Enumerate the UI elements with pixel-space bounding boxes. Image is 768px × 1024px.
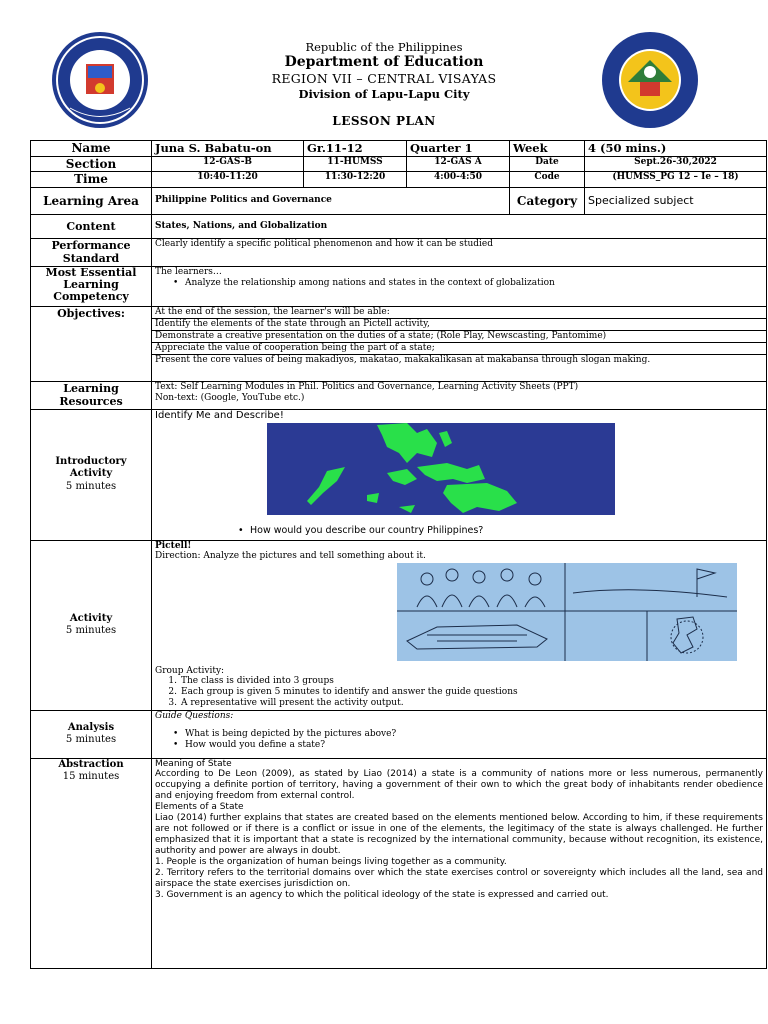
abstraction-time: 15 minutes	[62, 770, 120, 782]
analysis-label-cell	[31, 710, 152, 758]
learning-area-label: Learning Area	[31, 187, 152, 214]
intro-time: 5 minutes	[65, 480, 117, 492]
abstraction-heading-elements: Elements of a State	[155, 802, 244, 813]
learning-area-value: Philippine Politics and Governance	[152, 187, 510, 214]
abstraction-meaning-paragraph: According to De Leon (2009), as stated by Liao (2014) a state is a community of nations more or less numerous, permanently occupying a definite portion of territory, having a government of their own to which the great body of inhabitants render obedience and enjoying freedom from external control.	[155, 769, 763, 802]
abstraction-element-government: 3. Government is an agency to which the political ideology of the state is expressed and carried out.	[155, 890, 609, 901]
header-department: Department of Education	[284, 54, 484, 70]
lesson-plan-table	[30, 140, 767, 969]
code-label: Code	[510, 172, 585, 188]
content-label: Content	[31, 214, 152, 238]
analysis-cell	[152, 710, 767, 758]
code-value: (HUMSS_PG 12 – Ie – 18)	[585, 172, 767, 188]
guide-question-2: • How would you define a state?	[155, 740, 763, 751]
objectives-cell	[152, 306, 767, 381]
time-2: 11:30-12:20	[304, 172, 407, 188]
objective-1: Identify the elements of the state through an Pictell activity,	[152, 318, 766, 330]
lapu-lapu-division-seal-logo	[600, 30, 700, 130]
pictell-sketch-images	[397, 563, 737, 661]
intro-question: • How would you describe our country Philippines?	[220, 525, 483, 537]
category-value: Specialized subject	[585, 187, 767, 214]
intro-label: Introductory Activity	[55, 456, 127, 480]
time-label: Time	[31, 172, 152, 188]
abstraction-elements-paragraph: Liao (2014) further explains that states are created based on the elements mentioned below. According to him, if these requirements are not followed or if there is a conflict or issue in one of the elements, the legitimacy of the state is always challenged. He further emphasized that it is important that a state is recognized by the international community, because without recognition, its existence, authority and power are always in doubt.	[155, 813, 763, 857]
objective-intro: At the end of the session, the learner's will be able:	[155, 306, 390, 317]
activity-direction: Direction: Analyze the pictures and tell something about it.	[155, 551, 426, 562]
analysis-time: 5 minutes	[65, 734, 117, 745]
header-region: REGION VII – CENTRAL VISAYAS	[271, 71, 497, 86]
resource-nontext: Non-text: (Google, YouTube etc.)	[155, 392, 305, 403]
activity-title: Pictell!	[155, 540, 192, 551]
guide-questions-title: Guide Questions:	[155, 710, 234, 721]
intro-label-cell	[31, 409, 152, 540]
activity-label: Activity	[69, 612, 113, 624]
abstraction-element-people: 1. People is the organization of human beings living together as a community.	[155, 857, 507, 868]
activity-time: 5 minutes	[65, 625, 117, 636]
quarter: Quarter 1	[407, 141, 510, 157]
abstraction-heading-meaning: Meaning of State	[155, 758, 232, 769]
group-activity-title: Group Activity:	[155, 665, 225, 676]
teacher-name: Juna S. Babatu-on	[152, 141, 304, 157]
section-label: Section	[31, 156, 152, 172]
guide-question-1: • What is being depicted by the pictures above?	[155, 729, 763, 740]
section-1: 12-GAS-B	[152, 156, 304, 172]
header-division: Division of Lapu-Lapu City	[298, 87, 470, 101]
time-3: 4:00-4:50	[407, 172, 510, 188]
objective-4: Present the core values of being makadiyos, makatao, makakalikasan at makabansa through slogan making.	[152, 354, 766, 366]
category-label: Category	[510, 187, 585, 214]
abstraction-cell	[152, 758, 767, 968]
activity-label-cell	[31, 540, 152, 710]
lesson-plan-title: LESSON PLAN	[332, 114, 436, 128]
melc-cell	[152, 266, 767, 306]
objective-3: Appreciate the value of cooperation being the part of a state;	[152, 342, 766, 354]
deped-seal-logo	[50, 30, 150, 130]
objectives-label: Objectives:	[31, 306, 152, 381]
learning-resources-label: Learning Resources	[31, 381, 152, 409]
header-republic: Republic of the Philippines	[305, 40, 463, 54]
intro-cell	[152, 409, 767, 540]
objective-2: Demonstrate a creative presentation on the duties of a state; (Role Play, Newscasting, Pantomime)	[152, 330, 766, 342]
section-2: 11-HUMSS	[304, 156, 407, 172]
section-3: 12-GAS A	[407, 156, 510, 172]
resource-text: Text: Self Learning Modules in Phil. Politics and Governance, Learning Activity Sheets (PPT)	[155, 381, 579, 392]
melc-label: Most Essential Learning Competency	[31, 266, 152, 306]
philippines-map-image	[267, 423, 615, 515]
name-label: Name	[31, 141, 152, 157]
week-label: Week	[510, 141, 585, 157]
abstraction-element-territory: 2. Territory refers to the territorial domains over which the state exercises control or sovereignty which includes all the land, sea and airspace the state exercises jurisdiction on.	[155, 868, 763, 890]
content-value: States, Nations, and Globalization	[152, 214, 767, 238]
activity-cell	[152, 540, 767, 710]
intro-title: Identify Me and Describe!	[155, 409, 284, 421]
group-step-1: 1. The class is divided into 3 groups	[168, 676, 334, 687]
date-label: Date	[510, 156, 585, 172]
analysis-label: Analysis	[67, 721, 115, 733]
time-1: 10:40-11:20	[152, 172, 304, 188]
grade-level: Gr.11-12	[304, 141, 407, 157]
group-step-3: 3. A representative will present the activity output.	[168, 698, 404, 709]
week-value: 4 (50 mins.)	[585, 141, 767, 157]
group-activity-block	[155, 666, 518, 710]
melc-bullet: • Analyze the relationship among nations and states in the context of globalization	[155, 278, 763, 289]
resources-cell	[152, 381, 767, 409]
abstraction-label: Abstraction	[58, 758, 124, 770]
melc-intro: The learners…	[155, 266, 222, 277]
date-value: Sept.26-30,2022	[585, 156, 767, 172]
performance-standard-label: Performance Standard	[31, 238, 152, 266]
group-step-2: 2. Each group is given 5 minutes to identify and answer the guide questions	[168, 687, 518, 698]
performance-standard-value: Clearly identify a specific political phenomenon and how it can be studied	[152, 238, 767, 266]
abstraction-label-cell	[31, 758, 152, 968]
